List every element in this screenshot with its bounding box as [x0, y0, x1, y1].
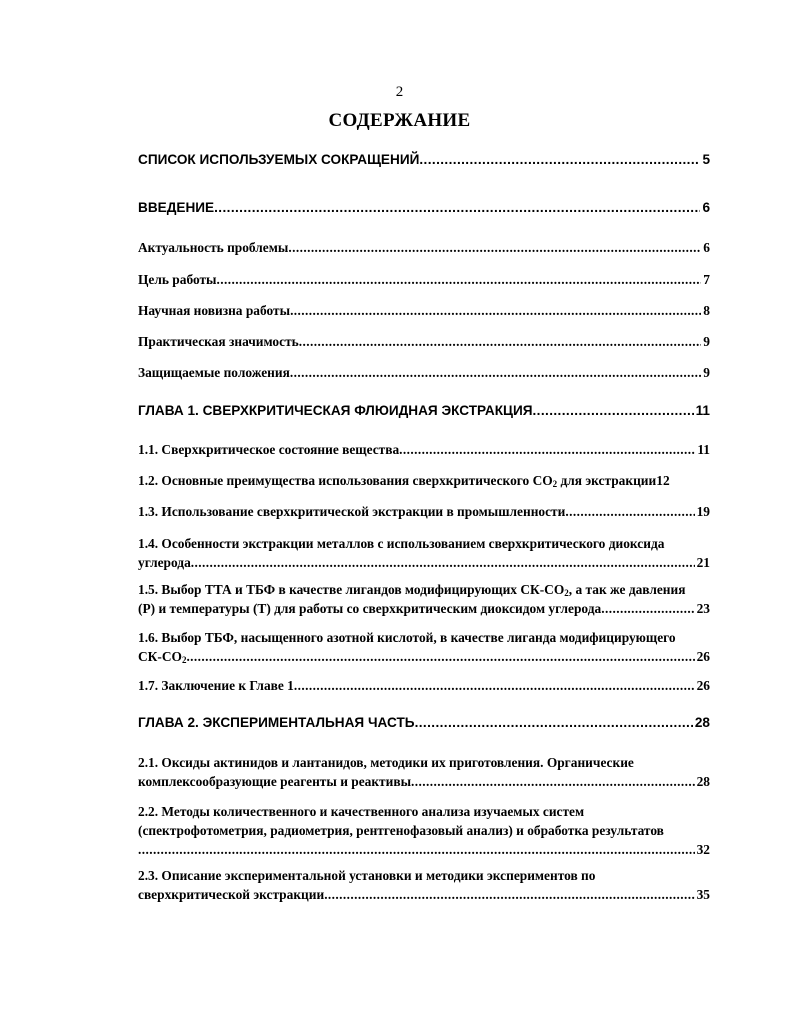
subscript: 2 — [181, 655, 187, 665]
toc-entry-introduction[interactable] — [138, 198, 710, 217]
dot-leader — [186, 647, 694, 666]
toc-page-number: 9 — [703, 365, 710, 380]
dot-leader — [299, 332, 702, 351]
toc-page-number: 6 — [702, 200, 710, 215]
dot-leader — [294, 676, 695, 695]
toc-entry-label-line2: углерода — [138, 555, 191, 570]
toc-entry-1-7[interactable] — [138, 676, 710, 695]
dot-leader — [324, 885, 694, 904]
toc-page-number: 8 — [703, 303, 710, 318]
toc-entry-label: СПИСОК ИСПОЛЬЗУЕМЫХ СОКРАЩЕНИЙ — [138, 152, 420, 167]
toc-entry-label: Практическая значимость — [138, 334, 299, 349]
toc-entry-label: Защищаемые положения — [138, 365, 290, 380]
dot-leader — [411, 772, 695, 791]
toc-entry-1-3[interactable] — [138, 502, 710, 521]
toc-page-number: 19 — [696, 504, 710, 519]
toc-entry-novelty[interactable] — [138, 301, 710, 320]
toc-entry-label: 1.3. Использование сверхкритической экстракции в промышленности — [138, 504, 566, 519]
toc-page-number: 28 — [696, 774, 710, 789]
dot-leader — [290, 301, 701, 320]
toc-page-number: 12 — [656, 473, 670, 488]
dot-leader — [217, 270, 702, 289]
toc-entry-label-cont: , а так же давления — [568, 582, 686, 597]
dot-leader — [214, 198, 700, 217]
dot-leader — [191, 553, 695, 572]
toc-page-number: 28 — [694, 715, 710, 730]
toc-entry-label: 2.3. Описание экспериментальной установки и методики экспериментов по — [138, 868, 596, 883]
toc-entry-label: 1.5. Выбор ТТА и ТБФ в качестве лигандов модифицирующих СК-СО — [138, 582, 565, 597]
dot-leader — [533, 401, 694, 420]
toc-entry-label-line2 — [138, 647, 186, 666]
toc-page-number: 6 — [703, 240, 710, 255]
toc-entry-label: Цель работы — [138, 272, 217, 287]
toc-entry-label: 1.7. Заключение к Главе 1 — [138, 678, 294, 693]
dot-leader — [290, 363, 701, 382]
subscript: 2 — [552, 479, 558, 489]
toc-page-number: 32 — [696, 842, 710, 857]
subscript: 2 — [564, 588, 569, 598]
page-number: 2 — [395, 84, 404, 100]
toc-entry-label: 1.1. Сверхкритическое состояние вещества — [138, 442, 400, 457]
toc-entry-label-line2: комплексообразующие реагенты и реактивы — [138, 774, 412, 789]
toc-entry-label: Научная новизна работы — [138, 303, 291, 318]
dot-leader — [601, 599, 694, 618]
toc-entry-chapter-2[interactable] — [138, 713, 710, 732]
toc-entry-relevance[interactable] — [138, 238, 710, 257]
toc-entry-1-1[interactable] — [138, 440, 710, 459]
toc-entry-label: 1.2. Основные преимущества использования сверхкритического СО — [138, 473, 553, 488]
toc-page-number: 5 — [702, 152, 710, 167]
dot-leader — [138, 840, 695, 859]
toc-entry-1-6[interactable] — [138, 628, 710, 666]
dot-leader — [399, 440, 695, 459]
toc-entry-1-2[interactable] — [138, 471, 728, 490]
dot-leader — [415, 713, 693, 732]
toc-entry-label: 2.1. Оксиды актинидов и лантанидов, методики их приготовления. Органические — [138, 755, 634, 770]
toc-entry-label: ВВЕДЕНИЕ — [138, 200, 215, 215]
toc-entry-label: 2.2. Методы количественного и качественного анализа изучаемых систем — [138, 804, 585, 819]
toc-page-number: 9 — [703, 334, 710, 349]
toc-page-number: 23 — [696, 601, 710, 616]
toc-entry-label: 1.4. Особенности экстракции металлов с использованием сверхкритического диоксида — [138, 536, 665, 551]
toc-title: СОДЕРЖАНИЕ — [328, 110, 471, 131]
toc-entry-chapter-1[interactable] — [138, 401, 710, 420]
toc-entry-label: ГЛАВА 1. СВЕРХКРИТИЧЕСКАЯ ФЛЮИДНАЯ ЭКСТРАКЦИЯ — [138, 403, 533, 418]
toc-page-number: 11 — [697, 442, 710, 457]
toc-page-number: 35 — [696, 887, 710, 902]
toc-entry-2-3[interactable] — [138, 866, 710, 904]
toc-entry-label-line2: (спектрофотометрия, радиометрия, рентгенофазовый анализ) и обработка результатов — [138, 823, 664, 838]
toc-entry-2-2[interactable] — [138, 802, 710, 859]
toc-entry-1-5[interactable] — [138, 580, 728, 618]
toc-entry-2-1[interactable] — [138, 753, 710, 791]
toc-entry-label-cont: для экстракции — [557, 473, 657, 488]
toc-entry-label: ГЛАВА 2. ЭКСПЕРИМЕНТАЛЬНАЯ ЧАСТЬ — [138, 715, 415, 730]
dot-leader — [565, 502, 694, 521]
toc-entry-label-text: СК-СО — [138, 649, 182, 664]
toc-entry-1-4[interactable] — [138, 534, 710, 572]
toc-entry-goal[interactable] — [138, 270, 710, 289]
toc-page-number: 26 — [696, 678, 710, 693]
toc-entry-practical[interactable] — [138, 332, 710, 351]
toc-page-number: 21 — [696, 555, 710, 570]
toc-entry-defended[interactable] — [138, 363, 710, 382]
toc-entry-label-line2: (Р) и температуры (Т) для работы со сверхкритическим диоксидом углерода — [138, 601, 602, 616]
dot-leader — [288, 238, 701, 257]
dot-leader — [419, 150, 700, 169]
toc-entry-label: Актуальность проблемы — [138, 240, 289, 255]
toc-page-number: 7 — [703, 272, 710, 287]
toc-page-number: 26 — [696, 649, 710, 664]
toc-entry-label: 1.6. Выбор ТБФ, насыщенного азотной кислотой, в качестве лиганда модифицирующего — [138, 630, 676, 645]
toc-entry-abbreviations[interactable] — [138, 150, 710, 169]
toc-entry-label-line2: сверхкритической экстракции — [138, 887, 325, 902]
toc-page-number: 11 — [695, 403, 710, 418]
